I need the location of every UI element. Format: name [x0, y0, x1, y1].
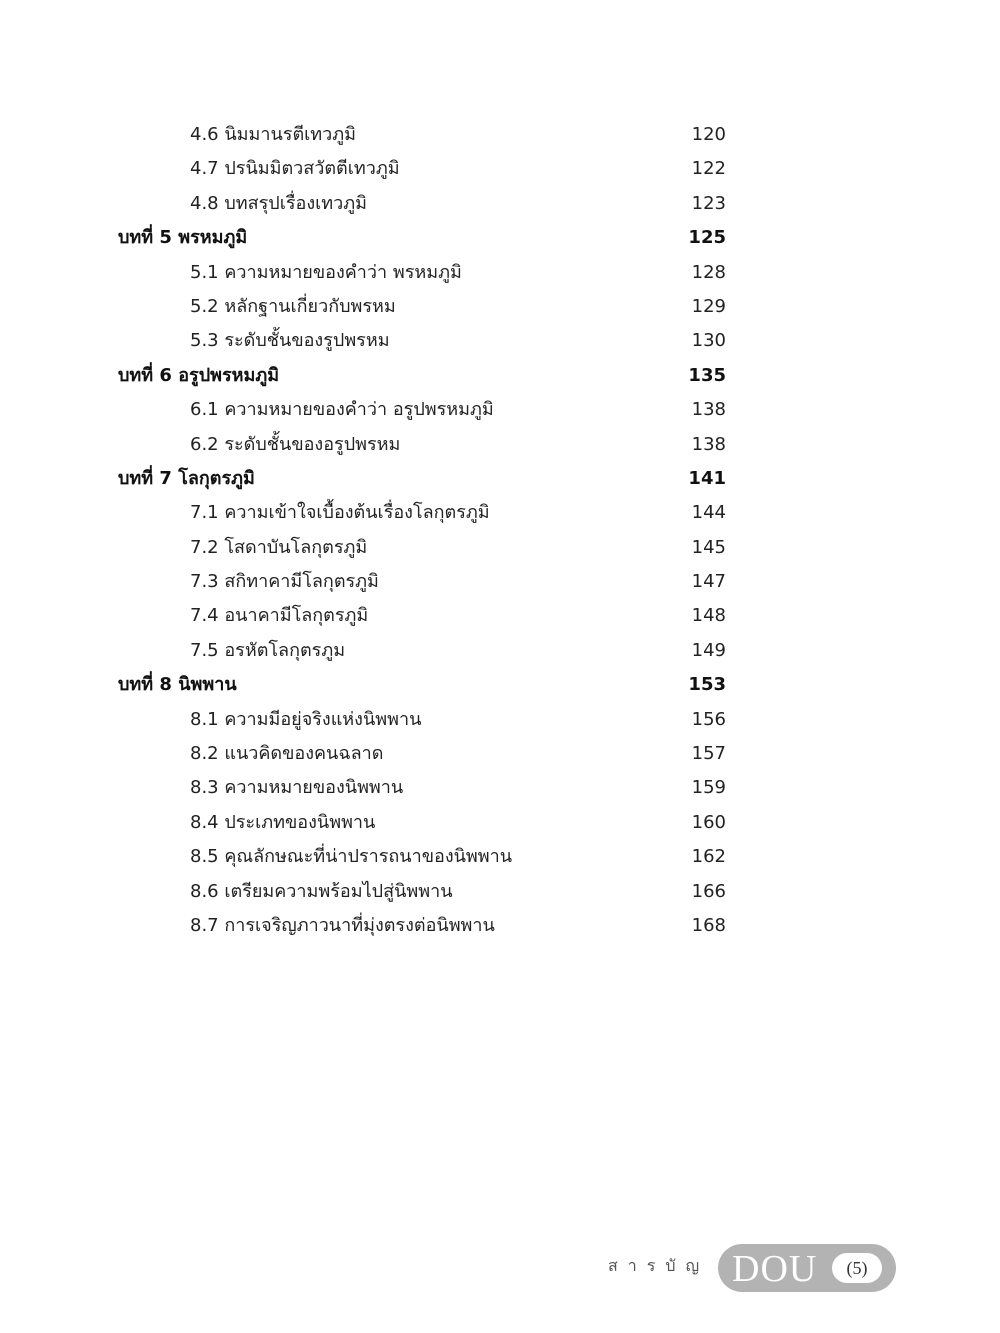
toc-chapter-row — [118, 221, 726, 255]
section-title: 6.1 ความหมายของคำว่า อรูปพรหมภูมิ — [190, 399, 494, 421]
page-ref: 138 — [691, 433, 726, 455]
section-title: 8.4 ประเภทของนิพพาน — [190, 811, 376, 833]
page-ref: 120 — [691, 124, 726, 145]
section-title: 8.2 แนวคิดของคนฉลาด — [190, 743, 384, 765]
toc-section-row — [118, 806, 726, 840]
toc-section-row — [118, 290, 726, 324]
page-ref: 138 — [691, 399, 726, 421]
page-footer — [0, 1240, 1000, 1300]
section-title: 6.2 ระดับชั้นของอรูปพรหม — [190, 433, 401, 455]
toc-section-row — [118, 875, 726, 909]
table-of-contents — [118, 118, 726, 943]
toc-section-row — [118, 531, 726, 565]
page-ref: 141 — [688, 467, 726, 489]
section-title: 4.8 บทสรุปเรื่องเทวภูมิ — [190, 192, 367, 214]
page-ref: 156 — [691, 708, 726, 730]
section-title: 8.6 เตรียมความพร้อมไปสู่นิพพาน — [190, 880, 453, 902]
page-ref: 122 — [691, 158, 726, 180]
page-ref: 144 — [691, 502, 726, 524]
page-ref: 128 — [691, 261, 726, 283]
toc-section-row — [118, 187, 726, 221]
section-title: 8.1 ความมีอยู่จริงแห่งนิพพาน — [190, 708, 422, 730]
page-ref: 157 — [691, 743, 726, 765]
toc-section-row — [118, 703, 726, 737]
page-ref: 147 — [691, 571, 726, 593]
page-ref: 168 — [691, 914, 726, 936]
toc-section-row — [118, 599, 726, 633]
section-title: 5.3 ระดับชั้นของรูปพรหม — [190, 330, 390, 352]
toc-section-row — [118, 496, 726, 530]
page-ref: 166 — [691, 880, 726, 902]
toc-section-row — [118, 118, 726, 152]
chapter-title: บทที่ 8 นิพพาน — [118, 674, 237, 696]
page-ref: 125 — [688, 227, 726, 249]
toc-section-row — [118, 840, 726, 874]
section-title: 7.4 อนาคามีโลกุตรภูมิ — [190, 605, 369, 627]
section-title: 4.6 นิมมานรตีเทวภูมิ — [190, 124, 357, 145]
page-ref: 149 — [691, 639, 726, 661]
toc-section-row — [118, 256, 726, 290]
section-title: 7.2 โสดาบันโลกุตรภูมิ — [190, 536, 368, 558]
section-title: 7.3 สกิทาคามีโลกุตรภูมิ — [190, 571, 379, 593]
chapter-title: บทที่ 6 อรูปพรหมภูมิ — [118, 364, 280, 386]
toc-chapter-row — [118, 359, 726, 393]
toc-section-row — [118, 324, 726, 358]
footer-badge — [718, 1244, 896, 1292]
toc-section-row — [118, 909, 726, 943]
toc-chapter-row — [118, 668, 726, 702]
page-ref: 160 — [691, 811, 726, 833]
section-title: 4.7 ปรนิมมิตวสวัตตีเทวภูมิ — [190, 158, 400, 180]
toc-section-row — [118, 565, 726, 599]
section-title: 5.2 หลักฐานเกี่ยวกับพรหม — [190, 295, 396, 317]
chapter-title: บทที่ 7 โลกุตรภูมิ — [118, 467, 255, 489]
section-title: 8.5 คุณลักษณะที่น่าปรารถนาของนิพพาน — [190, 846, 513, 868]
section-title: 7.1 ความเข้าใจเบื้องต้นเรื่องโลกุตรภูมิ — [190, 502, 490, 524]
dou-logo: DOU — [732, 1248, 818, 1290]
toc-section-row — [118, 152, 726, 186]
toc-section-row — [118, 393, 726, 427]
page-ref: 148 — [691, 605, 726, 627]
section-title: 8.7 การเจริญภาวนาที่มุ่งตรงต่อนิพพาน — [190, 914, 495, 936]
section-title: 8.3 ความหมายของนิพพาน — [190, 777, 404, 799]
page-number: (5) — [832, 1253, 882, 1283]
toc-section-row — [118, 634, 726, 668]
chapter-title: บทที่ 5 พรหมภูมิ — [118, 227, 248, 249]
page-ref: 129 — [691, 295, 726, 317]
toc-section-row — [118, 737, 726, 771]
toc-section-row — [118, 428, 726, 462]
page-ref: 135 — [688, 364, 726, 386]
page-ref: 145 — [691, 536, 726, 558]
footer-section-label: สารบัญ — [608, 1256, 710, 1275]
page-ref: 123 — [691, 192, 726, 214]
page-ref: 130 — [691, 330, 726, 352]
page-ref: 159 — [691, 777, 726, 799]
toc-chapter-row — [118, 462, 726, 496]
toc-section-row — [118, 771, 726, 805]
section-title: 7.5 อรหัตโลกุตรภูม — [190, 639, 346, 661]
section-title: 5.1 ความหมายของคำว่า พรหมภูมิ — [190, 261, 462, 283]
page-ref: 153 — [688, 674, 726, 696]
page-ref: 162 — [691, 846, 726, 868]
